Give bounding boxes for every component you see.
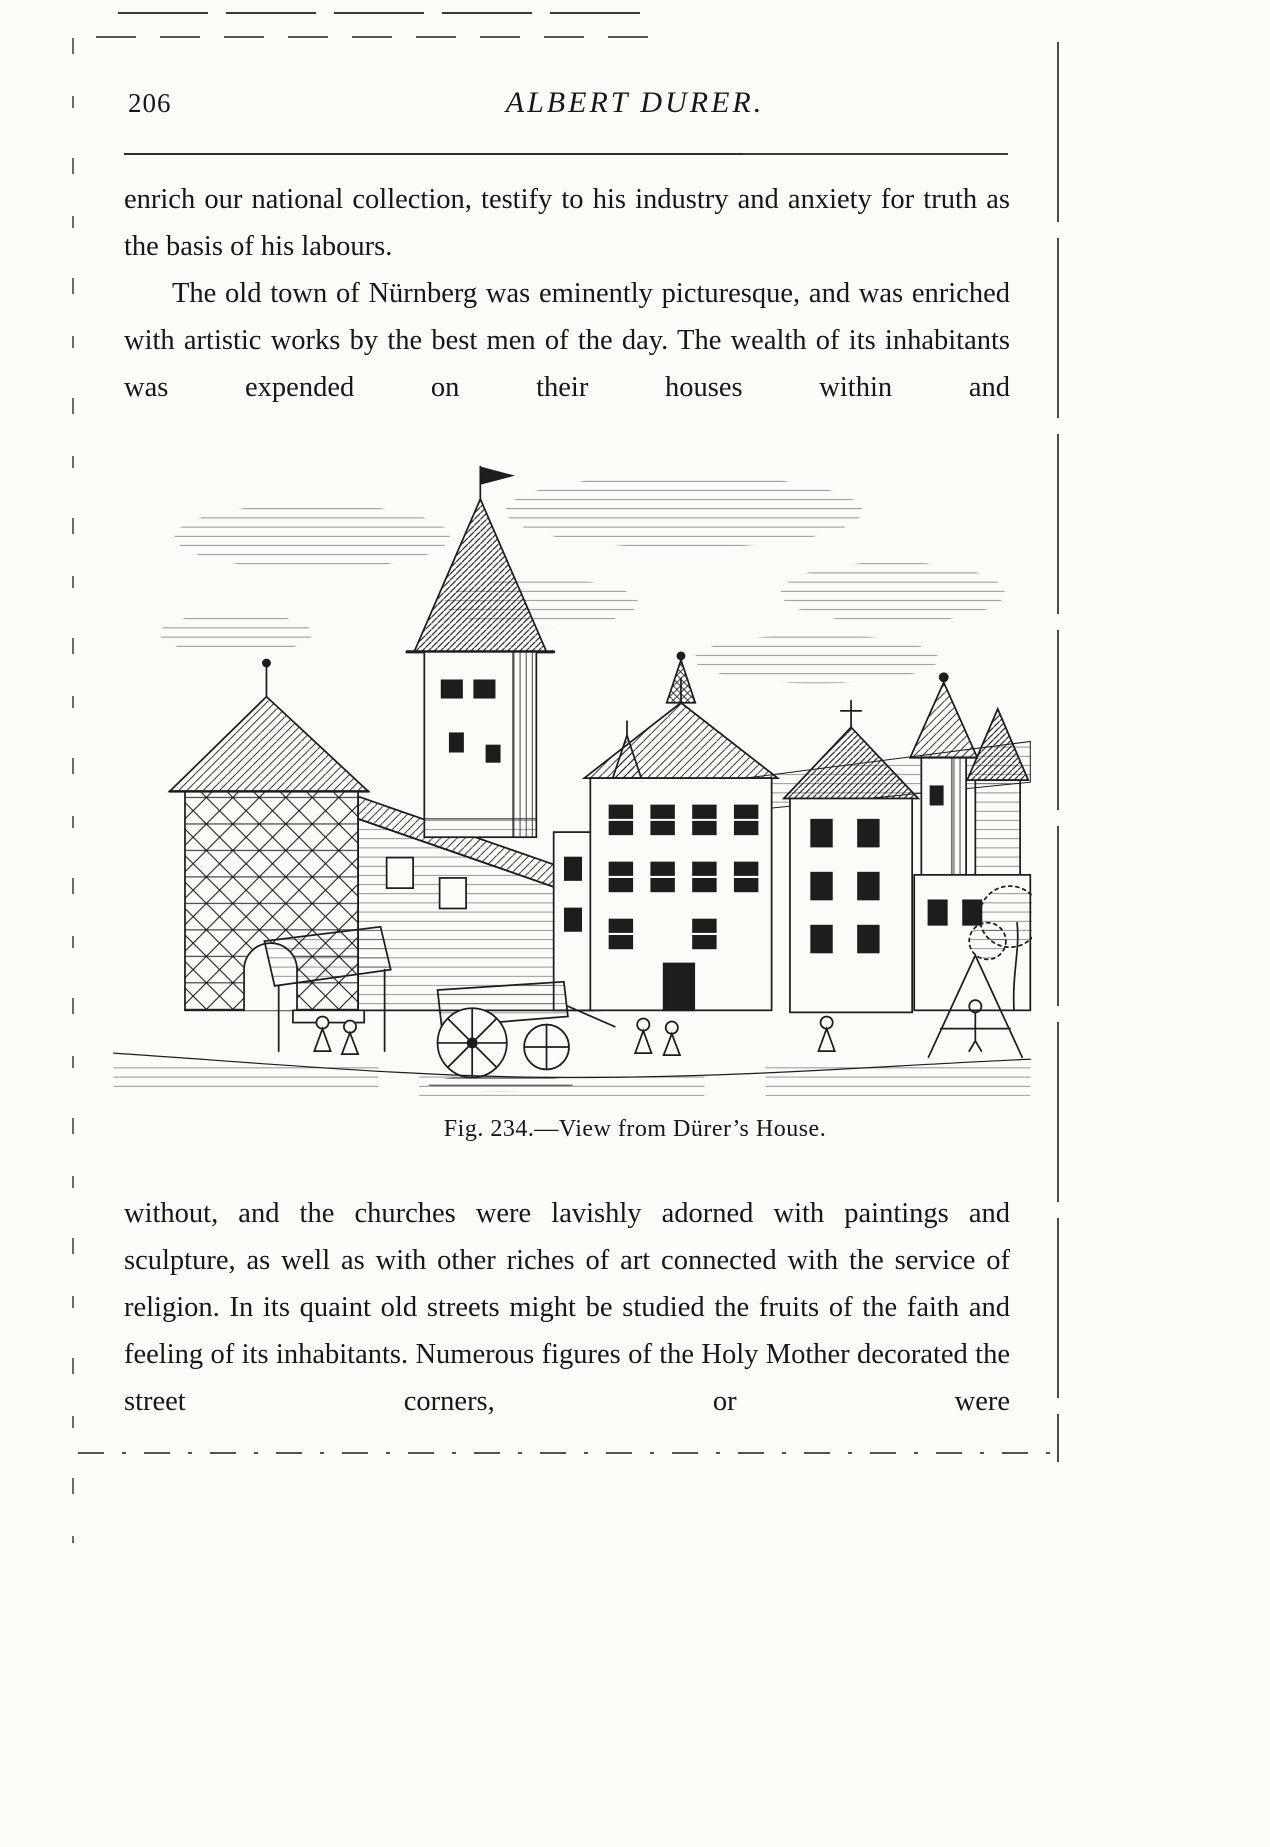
figure-illustration: [112, 440, 1032, 1102]
figure-caption: Fig. 234.—View from Dürer’s House.: [443, 1116, 827, 1142]
text-block-lower: [124, 1190, 1010, 1425]
engraving-center-houses: [554, 652, 778, 1010]
scan-edge-bottom: [78, 1452, 1060, 1454]
engraving-gabled-house: [784, 701, 918, 1013]
scan-edge-top-2: [96, 36, 652, 38]
paragraph-nurnberg: The old town of Nürnberg was eminently picturesque, and was enriched with artistic works by the best men of the day. The wealth of its inhabitants was expended on their houses within and: [124, 278, 1010, 403]
scan-edge-top: [118, 12, 643, 14]
engraving-sky: [160, 475, 1005, 684]
engraving-nurnberg-view: [112, 440, 1032, 1102]
page-number: 206: [128, 88, 172, 118]
scan-edge-right: [1057, 42, 1059, 1462]
text-block-upper: [124, 176, 1010, 411]
paragraph-continuation: enrich our national collection, testify to his industry and anxiety for truth as the basis of his labours.: [124, 184, 1010, 262]
paragraph-churches: without, and the churches were lavishly adorned with paintings and sculpture, as well as with other riches of art connected with the service of religion. In its quaint old streets might be studied the fruits of the faith and feeling of its inhabitants. Numerous figures of the Holy Mother decorated the street corners, or were: [124, 1198, 1010, 1417]
engraving-figures: [314, 1016, 834, 1055]
engraving-round-towers: [910, 673, 1030, 1010]
engraving-ground: [114, 1053, 1031, 1096]
header-rule: [124, 153, 1008, 155]
scan-edge-left: [72, 38, 74, 1543]
running-title: ALBERT DURER.: [505, 86, 765, 119]
